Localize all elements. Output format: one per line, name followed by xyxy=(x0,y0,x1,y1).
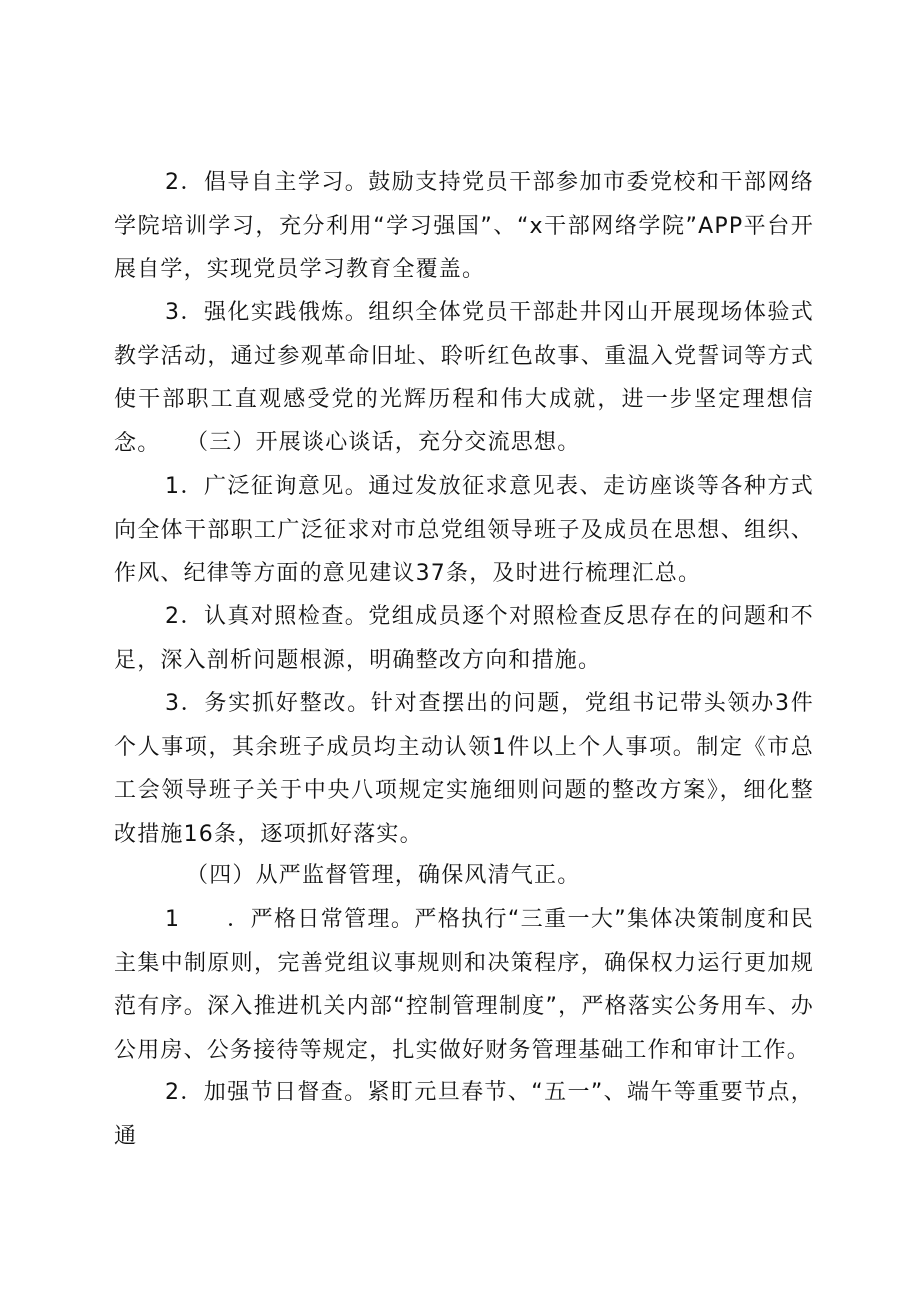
paragraph-practice-training: 3．强化实践俄炼。组织全体党员干部赴井冈山开展现场体验式教学活动，通过参观革命旧址、聆听红色故事、重温入党誓词等方式使干部职工直观感受党的光辉历程和伟大成就，进一步坚定理想信念。 xyxy=(114,300,814,457)
paragraph-self-examination: 2．认真对照检查。党组成员逐个对照检查反思存在的问题和不足，深入剖析问题根源，明确整改方向和措施。 xyxy=(114,604,814,673)
paragraph-holiday-inspection: 2．加强节日督查。紧盯元旦春节、“五一”、端午等重要节点，通 xyxy=(114,1080,814,1149)
section-heading-strict-supervision: （四）从严监督管理，确保风清气正。 xyxy=(186,863,581,888)
paragraph-rectification: 3．务实抓好整改。针对查摆出的问题，党组书记带头领办3件个人事项，其余班子成员均主动认领1件以上个人事项。制定《市总工会领导班子关于中央八项规定实施细则问题的整改方案》，细化整改措施16条，逐项抓好落实。 xyxy=(114,691,814,848)
paragraph-daily-management: 1 ．严格日常管理。严格执行“三重一大”集体决策制度和民主集中制原则，完善党组议事规则和决策程序，确保权力运行更加规范有序。深入推进机关内部“控制管理制度”，严格落实公务用车、办公用房、公务接待等规定，扎实做好财务管理基础工作和审计工作。 xyxy=(114,907,814,1064)
paragraph-solicit-opinions: 1．广泛征询意见。通过发放征求意见表、走访座谈等各种方式向全体干部职工广泛征求对市总党组领导班子及成员在思想、组织、作风、纪律等方面的意见建议37条，及时进行梳理汇总。 xyxy=(114,474,814,587)
section-heading-heart-to-heart-talks: （三）开展谈心谈话，充分交流思想。 xyxy=(186,430,581,455)
paragraph-self-study: 2．倡导自主学习。鼓励支持党员干部参加市委党校和干部网络学院培训学习，充分利用“学习强国”、“x干部网络学院”APP平台开展自学，实现党员学习教育全覆盖。 xyxy=(114,170,814,283)
